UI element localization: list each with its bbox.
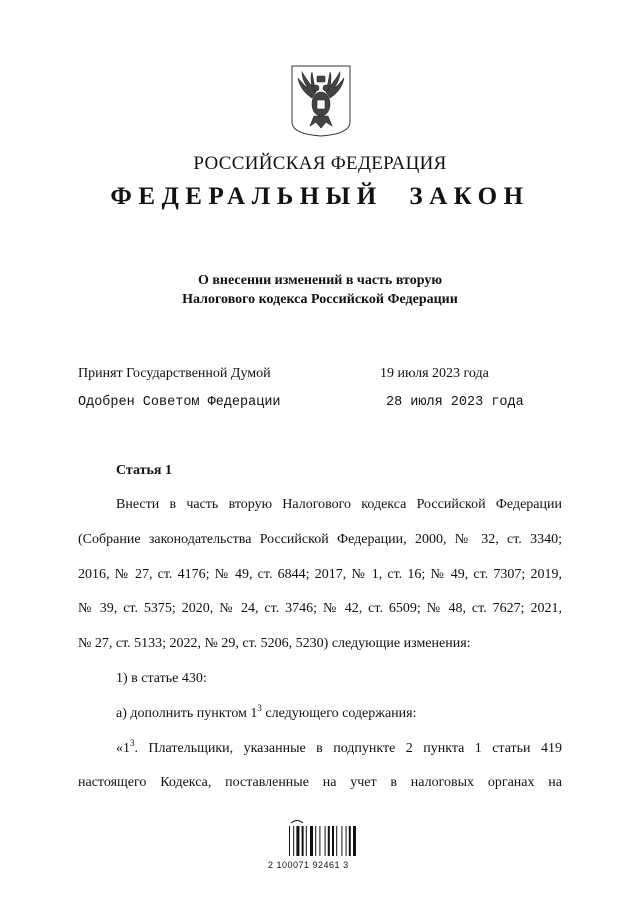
paragraph-line-4: № 39, ст. 5375; 2020, № 24, ст. 3746; № 42, ст. 6509; № 48, ст. 7627; 2021, xyxy=(78,601,562,616)
law-title xyxy=(0,271,640,309)
quote-line: «$1^3$. Плательщики, указанные в подпункте 2 пункта 1 статьи 419 xyxy=(116,738,562,756)
list-item-1: 1) в статье 430: xyxy=(116,671,207,686)
paragraph-line-5: № 27, ст. 5133; 2022, № 29, ст. 5206, 5230) следующие изменения: xyxy=(78,636,471,651)
paragraph-last-line: настоящего Кодекса, поставленные на учет в налоговых органах на xyxy=(78,775,562,790)
approved-label: Одобрен Советом Федерации xyxy=(78,395,281,410)
paragraph-line-2: (Собрание законодательства Российской Федерации, 2000, № 32, ст. 3340; xyxy=(78,532,562,547)
adopted-label: Принят Государственной Думой xyxy=(78,366,271,381)
approved-date: 28 июля 2023 года xyxy=(386,395,524,410)
barcode-icon xyxy=(283,818,361,858)
law-title-line-1: О внесении изменений в часть вторую xyxy=(197,273,443,288)
list-item-a: а) дополнить пунктом $1^3$ следующего содержания: xyxy=(116,703,417,721)
country-name: РОССИЙСКАЯ ФЕДЕРАЦИЯ xyxy=(193,153,447,174)
document-type: ФЕДЕРАЛЬНЫЙ ЗАКОН xyxy=(110,183,530,210)
law-title-line-2: Налогового кодекса Российской Федерации xyxy=(182,292,458,307)
barcode-number: 2 100071 92461 3 xyxy=(268,860,349,870)
coat-of-arms-emblem xyxy=(290,64,352,138)
paragraph-line-3: 2016, № 27, ст. 4176; № 49, ст. 6844; 2017, № 1, ст. 16; № 49, ст. 7307; 2019, xyxy=(78,567,562,582)
article-heading: Статья 1 xyxy=(116,463,172,478)
adopted-date: 19 июля 2023 года xyxy=(380,366,489,381)
paragraph-line-1: Внести в часть вторую Налогового кодекса Российской Федерации xyxy=(116,497,562,512)
